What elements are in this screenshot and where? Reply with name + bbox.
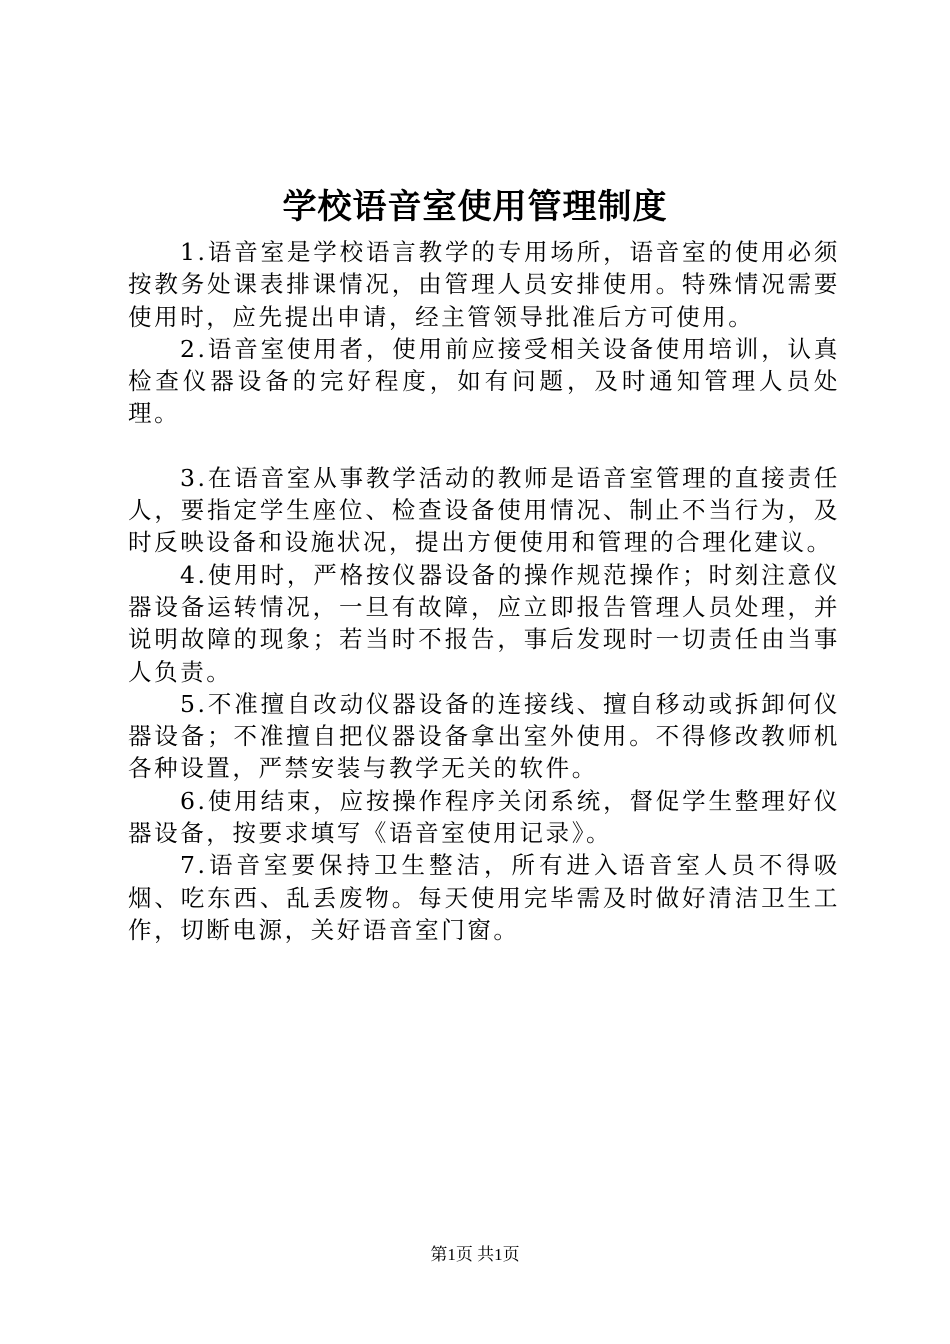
document-body [128, 236, 840, 946]
paragraph-3: 3.在语音室从事教学活动的教师是语音室管理的直接责任人，要指定学生座位、检查设备使用情况、制止不当行为，及时反映设备和设施状况，提出方便使用和管理的合理化建议。 [128, 463, 840, 557]
paragraph-5: 5.不准擅自改动仪器设备的连接线、擅自移动或拆卸何仪器设备；不准擅自把仪器设备拿出室外使用。不得修改教师机各种设置，严禁安装与教学无关的软件。 [128, 689, 840, 783]
paragraph-1: 1.语音室是学校语言教学的专用场所，语音室的使用必须按教务处课表排课情况，由管理人员安排使用。特殊情况需要使用时，应先提出申请，经主管领导批准后方可使用。 [128, 238, 840, 331]
paragraph-4: 4.使用时，严格按仪器设备的操作规范操作；时刻注意仪器设备运转情况，一旦有故障，应立即报告管理人员处理，并说明故障的现象；若当时不报告，事后发现时一切责任由当事人负责。 [128, 560, 840, 686]
paragraph-6: 6.使用结束，应按操作程序关闭系统，督促学生整理好仪器设备，按要求填写《语音室使用记录》。 [128, 786, 840, 848]
page-footer: 第1页 共1页 [430, 1245, 520, 1264]
paragraph-2: 2.语音室使用者，使用前应接受相关设备使用培训，认真检查仪器设备的完好程度，如有问题，及时通知管理人员处理。 [128, 334, 840, 428]
paragraph-7: 7.语音室要保持卫生整洁，所有进入语音室人员不得吸烟、吃东西、乱丢废物。每天使用完毕需及时做好清洁卫生工作，切断电源，关好语音室门窗。 [128, 851, 840, 944]
page-title: 学校语音室使用管理制度 [282, 187, 668, 227]
